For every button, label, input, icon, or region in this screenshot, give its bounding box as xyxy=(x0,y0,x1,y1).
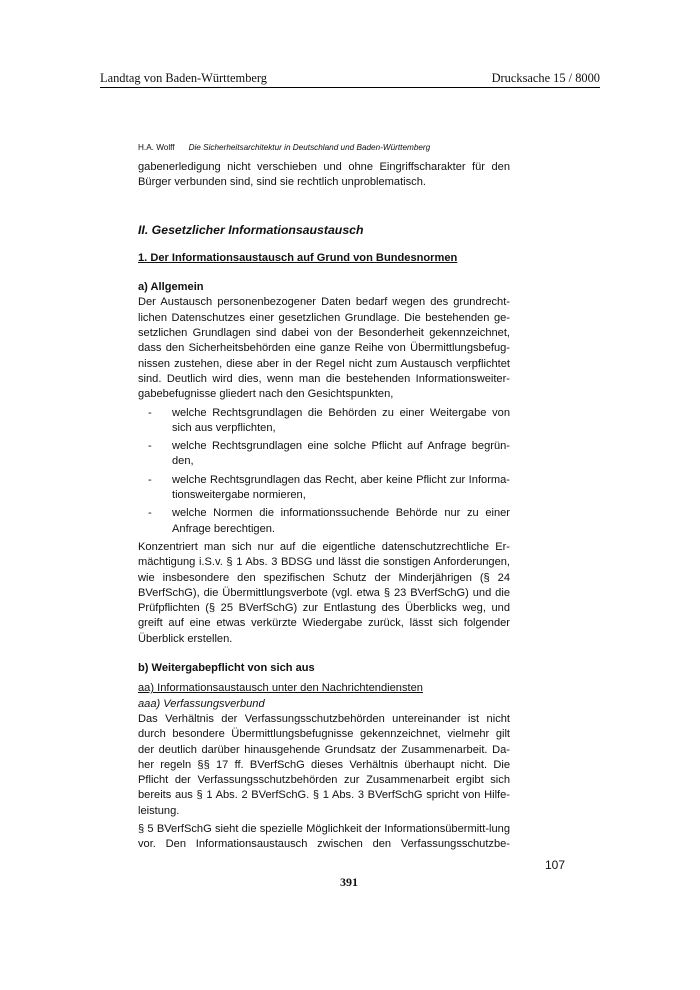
list-dash: - xyxy=(148,406,152,419)
criteria-list xyxy=(138,406,510,537)
page-number-outer: 391 xyxy=(340,875,358,889)
heading-b: b) Weitergabepflicht von sich aus xyxy=(138,662,315,675)
list-item-text: welche Normen die informationssuchende Behörde nur zu einer Anfrage berechtigen. xyxy=(172,507,510,535)
heading-a: a) Allgemein xyxy=(138,281,204,294)
paragraph-b2: § 5 BVerfSchG sieht die spezielle Möglichkeit der Informationsübermitt-lung vor. Den Informationsaustausch zwischen den Verfassungsschutzbe- xyxy=(138,822,510,851)
list-item xyxy=(138,439,510,470)
header-left: Landtag von Baden-Württemberg xyxy=(100,71,267,85)
page-header xyxy=(100,71,600,87)
running-head-author: H.A. Wolff xyxy=(138,143,175,152)
running-head xyxy=(138,143,430,152)
list-item xyxy=(138,473,510,504)
paragraph-b1: Das Verhältnis der Verfassungsschutzbehörden untereinander ist nicht durch besondere Übermittlungsbefugnisse gekennzeichnet, vielmehr gilt der deutlich darüber hinausgehende Grundsatz der Zusammenarbeit. Da-her regeln §§ 17 ff. BVerfSchG dieses Verhältnis überhaupt nicht. Die Pflicht der Verfassungsschutzbehörden zur Zusammenarbeit ergibt sich bereits aus § 1 Abs. 2 BVerfSchG. § 1 Abs. 3 BVerfSchG spricht von Hilfe-leistung. xyxy=(138,712,510,817)
paragraph-a2: Konzentriert man sich nur auf die eigentliche datenschutzrechtliche Er-mächtigung i.S.v. § 1 Abs. 3 BDSG und lässt die sonstigen Anforderungen, wie insbesondere den spezifischen Schutz der Minderjährigen (§ 24 BVerfSchG), die Übermittlungsverbote (vgl. etwa § 23 BVerfSchG) und die Prüfpflichten (§ 25 BVerfSchG) zur Entlastung des Überblicks weg, und greift auf eine etwas verkürzte Wiedergabe zurück, lässt sich folgender Überblick erstellen. xyxy=(138,540,510,645)
heading-aaa: aaa) Verfassungsverbund xyxy=(138,697,265,710)
header-right: Drucksache 15 / 8000 xyxy=(491,71,600,85)
list-dash: - xyxy=(148,440,152,453)
list-dash: - xyxy=(148,507,152,520)
section-heading: II. Gesetzlicher Informationsaustausch xyxy=(138,222,364,237)
header-rule xyxy=(100,87,600,88)
running-head-title: Die Sicherheitsarchitektur in Deutschland und Baden-Württemberg xyxy=(188,143,431,152)
page-number-inner: 107 xyxy=(545,858,566,872)
list-item xyxy=(138,506,510,537)
list-item xyxy=(138,406,510,437)
paragraph-a: Der Austausch personenbezogener Daten bedarf wegen des grundrecht-lichen Datenschutzes einer gesetzlichen Grundlage. Die bestehenden ge-setzlichen Grundlagen sind dabei von der Besonderheit gekennzeichnet, dass den Sicherheitsbehörden eine ganze Reihe von Übermittlungsbefug-nissen zustehen, diese aber in der Regel nicht zum Austausch verpflichtet sind. Deutlich wird dies, wenn man die bestehenden Informationsweiter-gabebefugnisse gliedert nach den Gesichtspunkten, xyxy=(138,296,510,401)
intro-paragraph: gabenerledigung nicht verschieben und ohne Eingriffscharakter für den Bürger verbunden sind, sind sie rechtlich unproblematisch. xyxy=(138,161,510,189)
page-body xyxy=(138,160,510,856)
subsection-heading: 1. Der Informationsaustausch auf Grund von Bundesnormen xyxy=(138,251,458,264)
list-item-text: welche Rechtsgrundlagen das Recht, aber keine Pflicht zur Informa-tionsweitergabe normieren, xyxy=(172,473,510,502)
heading-aa: aa) Informationsaustausch unter den Nachrichtendiensten xyxy=(138,682,423,695)
list-item-text: welche Rechtsgrundlagen eine solche Pflicht auf Anfrage begrün-den, xyxy=(172,440,510,468)
list-item-text: welche Rechtsgrundlagen die Behörden zu einer Weitergabe von sich aus verpflichten, xyxy=(172,406,510,434)
list-dash: - xyxy=(148,473,152,486)
